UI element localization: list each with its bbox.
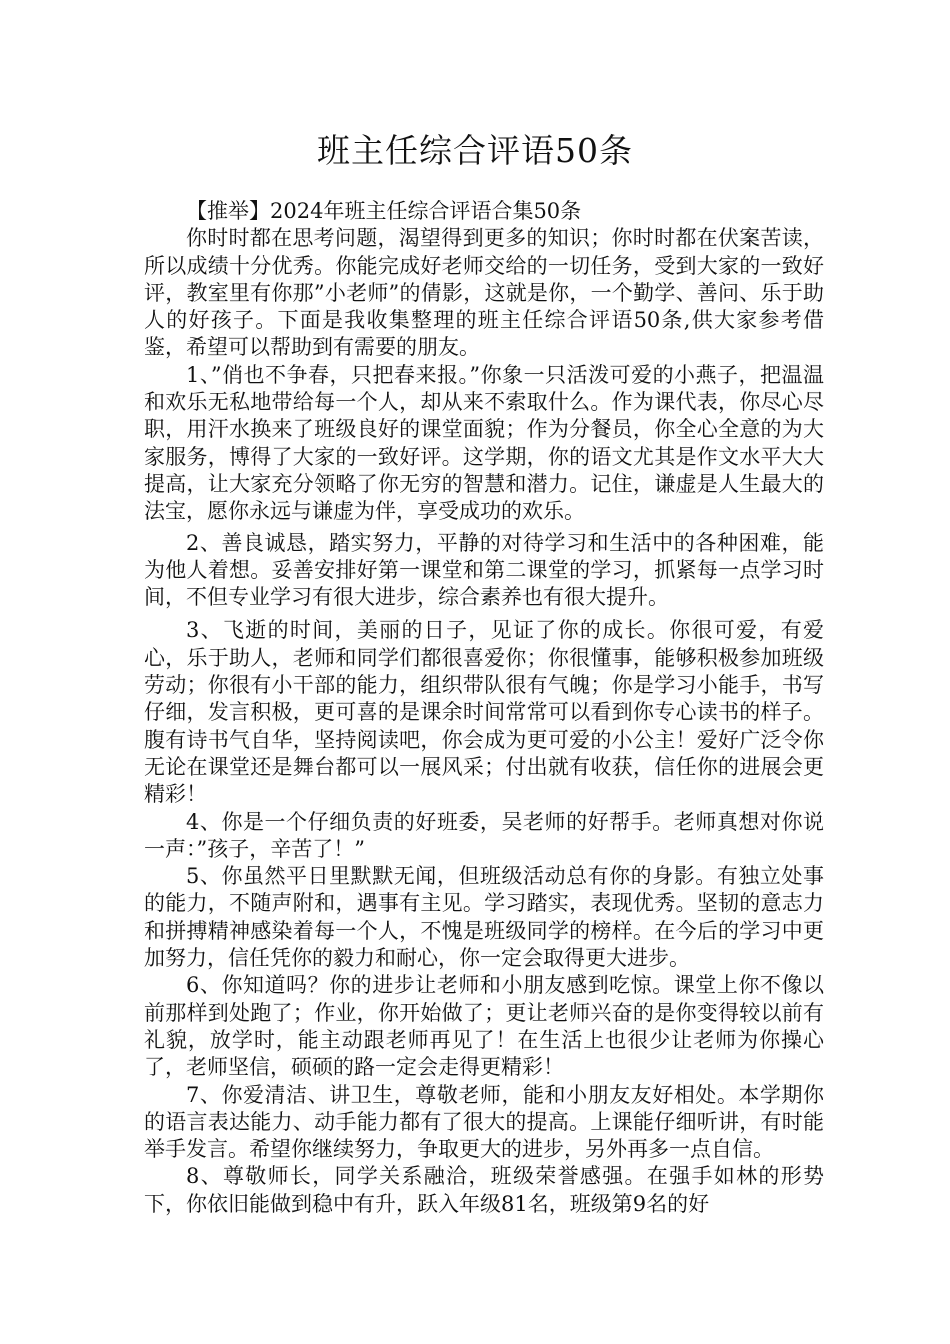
comment-paragraph-7: 7、你爱清洁、讲卫生，尊敬老师，能和小朋友友好相处。本学期你的语言表达能力、动手能力都有了很大的提高。上课能仔细听讲，有时能举手发言。希望你继续努力，争取更大的进步，另外再多一点自信。 xyxy=(144,1082,824,1162)
document-body xyxy=(144,198,824,1218)
document-title: 班主任综合评语50条 xyxy=(317,131,633,170)
comment-paragraph-3: 3、飞逝的时间，美丽的日子，见证了你的成长。你很可爱，有爱心，乐于助人，老师和同学们都很喜爱你；你很懂事，能够积极参加班级劳动；你很有小干部的能力，组织带队很有气魄；你是学习小能手，书写仔细，发言积极，更可喜的是课余时间常常可以看到你专心读书的样子。腹有诗书气自华，坚持阅读吧，你会成为更可爱的小公主！爱好广泛令你无论在课堂还是舞台都可以一展风采；付出就有收获，信任你的进展会更精彩！ xyxy=(144,618,824,807)
comment-paragraph-1: 1、”俏也不争春，只把春来报。”你象一只活泼可爱的小燕子，把温温和欢乐无私地带给每一个人，却从来不索取什么。作为课代表，你尽心尽职，用汗水换来了班级良好的课堂面貌；作为分餐员，你全心全意的为大家服务，博得了大家的一致好评。这学期，你的语文尤其是作文水平大大提高，让大家充分领略了你无穷的智慧和潜力。记住，谦虚是人生最大的法宝，愿你永远与谦虚为伴，享受成功的欢乐。 xyxy=(144,362,824,524)
comment-paragraph-6: 6、你知道吗？你的进步让老师和小朋友感到吃惊。课堂上你不像以前那样到处跑了；作业，你开始做了；更让老师兴奋的是你变得较以前有礼貌，放学时，能主动跟老师再见了！在生活上也很少让老师为你操心了，老师坚信，硕硕的路一定会走得更精彩！ xyxy=(144,973,824,1080)
comment-paragraph-5: 5、你虽然平日里默默无闻，但班级活动总有你的身影。有独立处事的能力，不随声附和，遇事有主见。学习踏实，表现优秀。坚韧的意志力和拼搏精神感染着每一个人，不愧是班级同学的榜样。在今后的学习中更加努力，信任凭你的毅力和耐心，你一定会取得更大进步。 xyxy=(144,864,824,971)
intro-paragraph: 你时时都在思考问题，渴望得到更多的知识；你时时都在伏案苦读，所以成绩十分优秀。你能完成好老师交给的一切任务，受到大家的一致好评，教室里有你那”小老师”的倩影，这就是你，一个勤学、善问、乐于助人的好孩子。下面是我收集整理的班主任综合评语50条,供大家参考借鉴，希望可以帮助到有需要的朋友。 xyxy=(144,226,824,360)
comment-paragraph-2: 2、善良诚恳，踏实努力，平静的对待学习和生活中的各种困难，能为他人着想。妥善安排好第一课堂和第二课堂的学习，抓紧每一点学习时间，不但专业学习有很大进步，综合素养也有很大提升。 xyxy=(144,530,824,610)
comment-paragraph-8: 8、尊敬师长，同学关系融洽，班级荣誉感强。在强手如林的形势下，你依旧能做到稳中有升，跃入年级81名，班级第9名的好 xyxy=(144,1164,824,1216)
comment-paragraph-4: 4、你是一个仔细负责的好班委，吴老师的好帮手。老师真想对你说一声：”孩子，辛苦了！” xyxy=(144,809,824,861)
intro-heading-paragraph: 【推举】2024年班主任综合评语合集50条 xyxy=(186,199,582,223)
